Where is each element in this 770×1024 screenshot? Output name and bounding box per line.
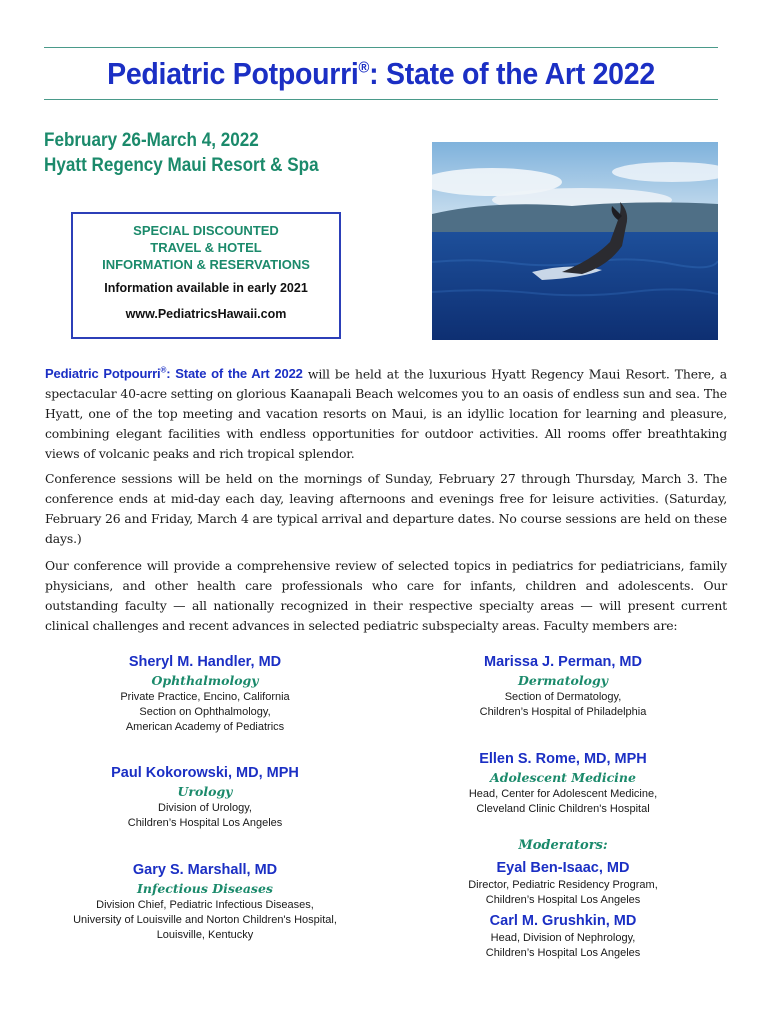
moderator-ben-isaac: Eyal Ben-Isaac, MD Director, Pediatric Residency Program, Children’s Hospital Los Angeles <box>468 860 658 906</box>
travel-info-box <box>71 212 341 339</box>
faculty-rome: Ellen S. Rome, MD, MPH Adolescent Medicine Head, Center for Adolescent Medicine, Cleveland Clinic Children's Hospital <box>468 751 658 815</box>
title-rule <box>44 99 718 100</box>
faculty-intro-paragraph: Our conference will provide a comprehensive review of selected topics in pediatrics for pediatricians, family physicians, and other health care professionals who care for infants, children and adolescents. Our outstanding faculty — all nationally recognized in their respective specialty areas — will present current clinical challenges and recent advances in selected pediatric subspecialty areas. Faculty members are: <box>45 558 727 633</box>
faculty-perman: Marissa J. Perman, MD Dermatology Section of Dermatology, Children’s Hospital of Philadelphia <box>479 654 647 718</box>
event-info <box>44 128 319 178</box>
faculty-marshall: Gary S. Marshall, MD Infectious Diseases Division Chief, Pediatric Infectious Diseases, University of Louisville and Norton Children's Hospital, Louisville, Kentucky <box>73 862 337 941</box>
intro-paragraph: Pediatric Potpourri®: State of the Art 2022 will be held at the luxurious Hyatt Regency Maui Resort. There, a spectacular 40-acre setting on glorious Kaanapali Beach welcomes you to an oasis of endless sun and sea. The Hyatt, one of the top meeting and vacation resorts on Maui, is an idyllic location for learning and pleasure, combining elegant facilities with endless opportunities for outdoor activities. All rooms offer breathtaking views of volcanic peaks and rich tropical splendor. <box>45 366 727 462</box>
promo-availability: Information available in early 2021 <box>104 281 308 295</box>
event-dates: February 26-March 4, 2022 <box>44 130 259 151</box>
sessions-paragraph: Conference sessions will be held on the mornings of Sunday, February 27 through Thursday, March 3. The conference ends at mid-day each day, leaving afternoons and evenings free for leisure activities. (Saturday, February 26 and Friday, March 4 are typical arrival and departure dates. No course sessions are held on these days.) <box>45 471 727 546</box>
top-rule <box>44 47 718 48</box>
moderator-grushkin: Carl M. Grushkin, MD Head, Division of Nephrology, Children’s Hospital Los Angeles <box>485 913 641 959</box>
moderators-label: Moderators: <box>518 838 608 853</box>
faculty-kokorowski: Paul Kokorowski, MD, MPH Urology Division of Urology, Children’s Hospital Los Angeles <box>111 765 299 829</box>
page-title: Pediatric Potpourri®: State of the Art 2022 <box>107 56 655 91</box>
faculty-handler: Sheryl M. Handler, MD Ophthalmology Private Practice, Encino, California Section on Ophthalmology, American Academy of Pediatrics <box>120 654 290 733</box>
promo-website-link[interactable]: www.PediatricsHawaii.com <box>125 307 287 321</box>
event-venue: Hyatt Regency Maui Resort & Spa <box>44 155 319 176</box>
intro-lead: Pediatric Potpourri®: State of the Art 2022 <box>45 366 303 382</box>
whale-tail-photo <box>432 142 718 340</box>
promo-heading: SPECIAL DISCOUNTED TRAVEL & HOTEL INFORMATION & RESERVATIONS <box>102 223 310 272</box>
